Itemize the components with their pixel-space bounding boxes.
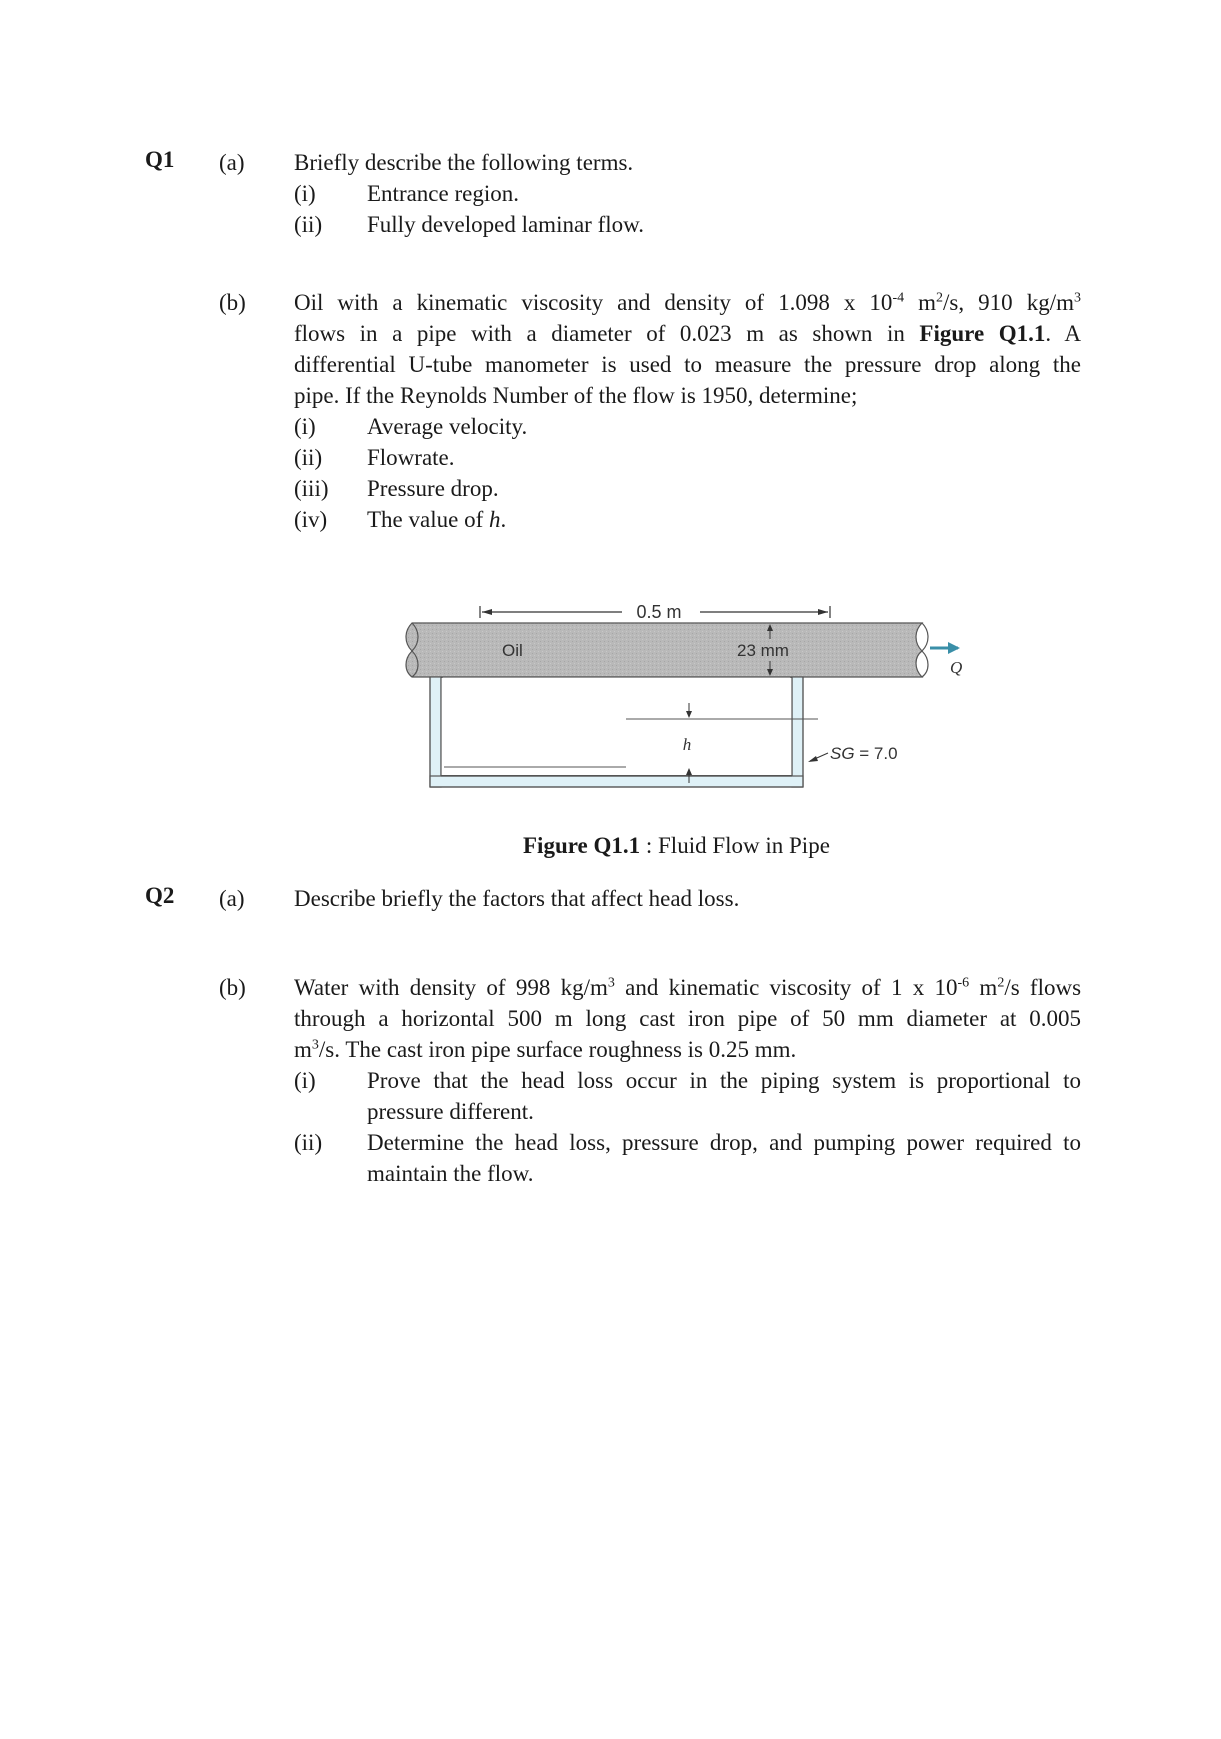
q1b-item-text: Average velocity. — [367, 414, 528, 439]
sg-label: SG = 7.0 — [830, 744, 898, 763]
q1b-line-1: Oil with a kinematic viscosity and density of 1.098 x $10^{-4}$ $m^2/s$, 910 $kg/m^3$ — [294, 290, 1082, 315]
q1b-item-text: Flowrate. — [367, 445, 455, 470]
q1a-item-num: (i) — [294, 181, 316, 206]
question-number-q1: Q1 — [145, 147, 175, 172]
q1b-item-text: The value of h. — [367, 507, 507, 532]
q1b-item-num: (iii) — [294, 476, 329, 501]
q1b-label: (b) — [219, 290, 246, 315]
u-tube-manometer — [430, 677, 818, 787]
q2b-item-num: (i) — [294, 1068, 316, 1093]
q1a-item-num: (ii) — [294, 212, 323, 237]
q2b-line-1: Water with density of 998 $kg/m^3$ and kinematic viscosity of 1 x $10^{-6}$ $m^2/s$ flows — [294, 975, 1082, 1000]
q2a-text: Describe briefly the factors that affect head loss. — [294, 886, 740, 911]
q1b-line-4: pipe. If the Reynolds Number of the flow is 1950, determine; — [294, 383, 858, 408]
q1a-stem: Briefly describe the following terms. — [294, 150, 634, 175]
q1b-line-3: differential U-tube manometer is used to measure the pressure drop along the — [294, 352, 1081, 377]
flow-arrow-icon — [930, 642, 960, 654]
q2b-item-text: pressure different. — [367, 1099, 534, 1124]
sg-leader — [808, 753, 828, 762]
q2a-label: (a) — [219, 886, 245, 911]
q2b-item-text: Prove that the head loss occur in the piping system is proportional to — [367, 1068, 1081, 1093]
q1b-item-text: Pressure drop. — [367, 476, 499, 501]
pipe — [406, 623, 922, 677]
q2b-line-3: $m^3/s$. The cast iron pipe surface roughness is 0.25 mm. — [294, 1037, 797, 1062]
q1a-label: (a) — [219, 150, 245, 175]
q2b-item-text: maintain the flow. — [367, 1161, 534, 1186]
q1b-item-num: (i) — [294, 414, 316, 439]
q1b-item-num: (iv) — [294, 507, 328, 532]
q1a-item-text: Entrance region. — [367, 181, 519, 206]
question-number-q2: Q2 — [145, 883, 175, 908]
q1b-item-num: (ii) — [294, 445, 323, 470]
flow-label: Q — [950, 658, 963, 677]
figure-reference: Figure Q1.1 — [919, 321, 1046, 346]
q1a-item-text: Fully developed laminar flow. — [367, 212, 644, 237]
diameter-label: 23 mm — [737, 641, 789, 660]
q2b-label: (b) — [219, 975, 246, 1000]
q2b-item-text: Determine the head loss, pressure drop, and pumping power required to — [367, 1130, 1081, 1155]
q2b-line-2: through a horizontal 500 m long cast iron pipe of 50 mm diameter at 0.005 — [294, 1006, 1081, 1031]
q2b-item-num: (ii) — [294, 1130, 323, 1155]
h-label: h — [682, 735, 692, 754]
q1b-line-2: flows in a pipe with a diameter of 0.023 m as shown in Figure Q1.1. A — [294, 321, 1082, 346]
length-label: 0.5 m — [636, 602, 682, 622]
pipe-manometer-figure — [400, 585, 963, 810]
fluid-label: Oil — [502, 641, 523, 660]
figure-caption: Figure Q1.1 : Fluid Flow in Pipe — [523, 833, 830, 858]
